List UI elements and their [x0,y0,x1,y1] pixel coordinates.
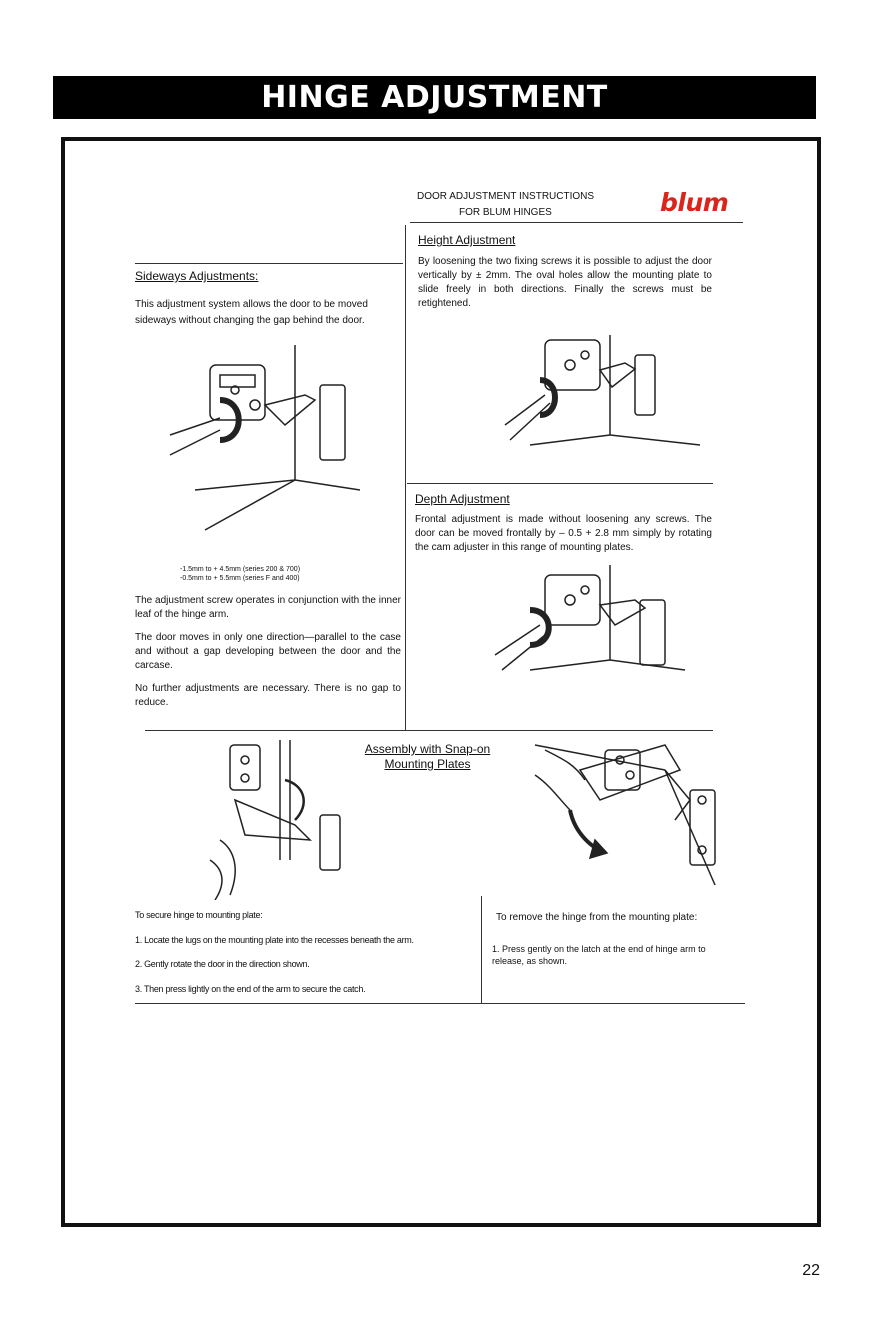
height-text: By loosening the two fixing screws it is possible to adjust the door vertically by ± 2mm. The oval holes allow the mounting plate to slide freely in both directions. Finally the screws must be retightened. [418,256,712,309]
secure-step-3: 3. Then press lightly on the end of the arm to secure the catch. [135,984,366,994]
assembly-heading-1: Assembly with Snap-on [364,742,491,756]
remove-hinge-illustration [515,740,725,890]
assembly-rule [145,730,713,731]
sideways-range-1: -1.5mm to + 4.5mm (series 200 & 700) [180,566,301,573]
remove-heading: To remove the hinge from the mounting plate: [496,912,698,923]
depth-text: Frontal adjustment is made without loosening any screws. The door can be moved frontally by – 0.5 + 2.8 mm simply by rotating the cam adjuster in this range of mounting plates. [415,514,712,553]
header-rule [410,222,743,223]
sideways-para-3: No further adjustments are necessary. There is no gap to reduce. [135,683,401,708]
height-hinge-illustration [500,325,710,475]
sideways-para-1: The adjustment screw operates in conjunction with the inner leaf of the hinge arm. [135,595,401,620]
assembly-heading-2: Mounting Plates [384,757,471,771]
secure-heading: To secure hinge to mounting plate: [135,910,263,920]
depth-rule [407,483,713,484]
sideways-hinge-illustration [165,340,365,540]
page-number: 22 [802,1262,820,1279]
page-title: HINGE ADJUSTMENT [261,80,608,115]
sideways-range-2: -0.5mm to + 5.5mm (series F and 400) [180,575,300,582]
secure-step-1: 1. Locate the lugs on the mounting plate into the recesses beneath the arm. [135,935,414,945]
sideways-intro: This adjustment system allows the door to be moved sideways without changing the gap behind the door. [135,299,368,326]
secure-step-2: 2. Gently rotate the door in the direction shown. [135,959,310,969]
remove-step-1: 1. Press gently on the latch at the end of hinge arm to release, as shown. [492,944,706,966]
bottom-divider [481,896,482,1003]
height-heading: Height Adjustment [418,233,516,247]
header-line-1: DOOR ADJUSTMENT INSTRUCTIONS [417,191,595,202]
blum-logo: blum [660,188,729,217]
page-title-banner [53,76,816,119]
sideways-heading: Sideways Adjustments: [135,269,259,283]
sideways-rule [135,263,403,264]
depth-heading: Depth Adjustment [415,492,510,506]
sideways-para-2: The door moves in only one direction—parallel to the case and without a gap developing between the door and the carcase. [135,632,401,671]
depth-hinge-illustration [490,560,690,700]
snap-on-assembly-illustration [195,740,345,900]
header-line-2: FOR BLUM HINGES [459,207,552,218]
bottom-rule [135,1003,745,1004]
column-divider [405,225,406,730]
